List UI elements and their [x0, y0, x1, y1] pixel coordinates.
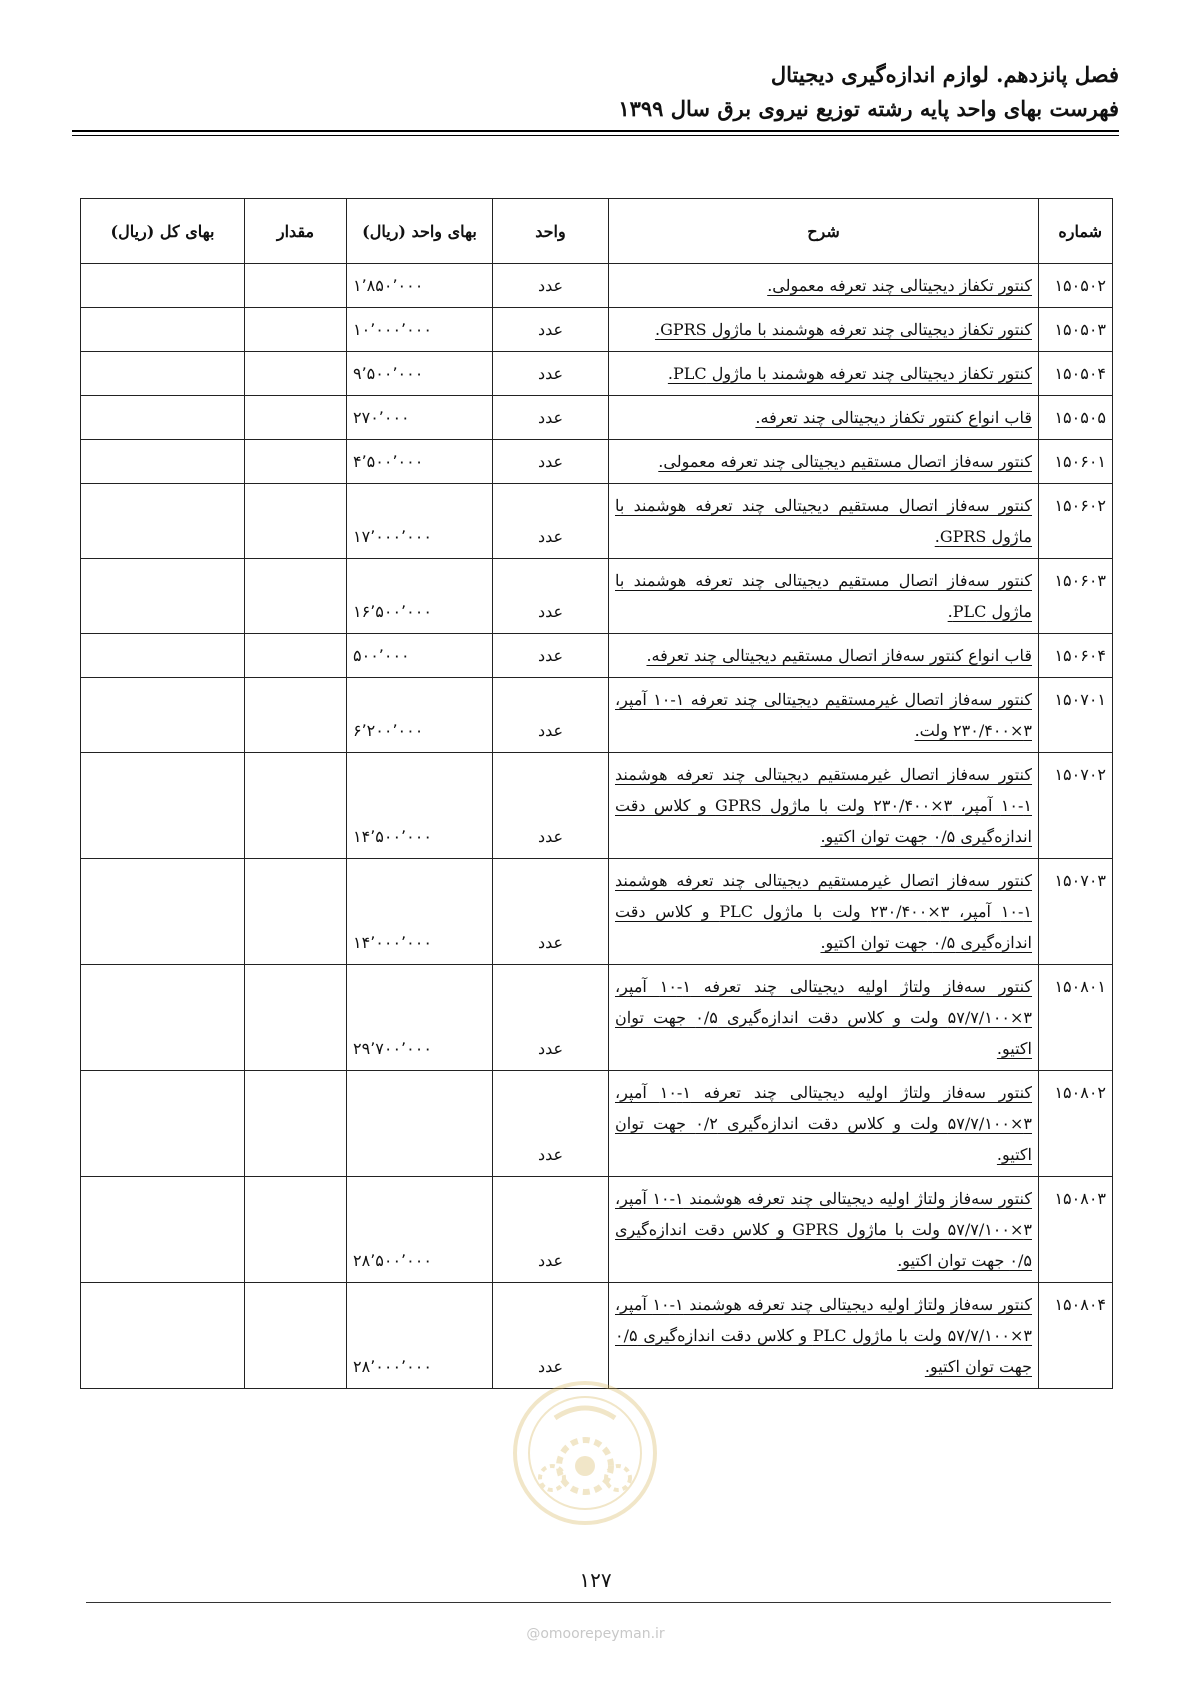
- item-unit: عدد: [493, 678, 609, 753]
- item-code: ۱۵۰۵۰۴: [1039, 352, 1113, 396]
- item-code: ۱۵۰۶۰۱: [1039, 440, 1113, 484]
- item-unit-price: ۱۰٬۰۰۰٬۰۰۰: [347, 308, 493, 352]
- item-description: کنتور تکفاز دیجیتالی چند تعرفه معمولی.: [609, 264, 1039, 308]
- item-total: [81, 308, 245, 352]
- page-number: ۱۲۷: [579, 1568, 612, 1592]
- item-code: ۱۵۰۸۰۳: [1039, 1177, 1113, 1283]
- table-row: [81, 440, 1113, 484]
- item-description: کنتور سه‌فاز ولتاژ اولیه دیجیتالی چند تعرفه ۱-۱۰ آمپر، ۳×۵۷/۷/۱۰۰ ولت و کلاس دقت اندازه‌گیری ۰/۵ جهت توان اکتیو.: [609, 965, 1039, 1071]
- item-description: کنتور سه‌فاز ولتاژ اولیه دیجیتالی چند تعرفه هوشمند ۱-۱۰ آمپر، ۳×۵۷/۷/۱۰۰ ولت با ماژول GPRS و کلاس دقت اندازه‌گیری ۰/۵ جهت توان اکتیو.: [609, 1177, 1039, 1283]
- table-row: [81, 678, 1113, 753]
- item-quantity: [245, 1283, 347, 1389]
- price-table: [80, 198, 1113, 1389]
- item-unit: عدد: [493, 559, 609, 634]
- item-unit-price: ۲۹٬۷۰۰٬۰۰۰: [347, 965, 493, 1071]
- table-row: [81, 1283, 1113, 1389]
- item-code: ۱۵۰۸۰۱: [1039, 965, 1113, 1071]
- item-unit-price: ۱۴٬۵۰۰٬۰۰۰: [347, 753, 493, 859]
- item-total: [81, 859, 245, 965]
- table-row: [81, 753, 1113, 859]
- item-quantity: [245, 1177, 347, 1283]
- item-description: کنتور سه‌فاز ولتاژ اولیه دیجیتالی چند تعرفه هوشمند ۱-۱۰ آمپر، ۳×۵۷/۷/۱۰۰ ولت با ماژول PLC و کلاس دقت اندازه‌گیری ۰/۵ جهت توان اکتیو.: [609, 1283, 1039, 1389]
- item-total: [81, 965, 245, 1071]
- item-unit: عدد: [493, 859, 609, 965]
- item-quantity: [245, 753, 347, 859]
- item-quantity: [245, 634, 347, 678]
- item-unit: عدد: [493, 965, 609, 1071]
- item-total: [81, 264, 245, 308]
- page-header: [618, 58, 1119, 126]
- item-code: ۱۵۰۸۰۲: [1039, 1071, 1113, 1177]
- item-description: کنتور سه‌فاز اتصال مستقیم دیجیتالی چند تعرفه معمولی.: [609, 440, 1039, 484]
- item-total: [81, 559, 245, 634]
- item-code: ۱۵۰۵۰۵: [1039, 396, 1113, 440]
- item-code: ۱۵۰۵۰۲: [1039, 264, 1113, 308]
- table-row: [81, 264, 1113, 308]
- item-total: [81, 352, 245, 396]
- item-quantity: [245, 308, 347, 352]
- item-unit-price: ۶٬۲۰۰٬۰۰۰: [347, 678, 493, 753]
- table-row: [81, 859, 1113, 965]
- item-unit-price: [347, 1071, 493, 1177]
- table-row: [81, 308, 1113, 352]
- col-header-description: شرح: [609, 199, 1039, 264]
- item-unit: عدد: [493, 264, 609, 308]
- item-description: قاب انواع کنتور تکفاز دیجیتالی چند تعرفه.: [609, 396, 1039, 440]
- watermark-text: @omoorepeyman.ir: [526, 1626, 665, 1642]
- item-total: [81, 440, 245, 484]
- item-unit-price: ۲۸٬۵۰۰٬۰۰۰: [347, 1177, 493, 1283]
- item-total: [81, 1177, 245, 1283]
- item-quantity: [245, 484, 347, 559]
- seal-stamp-icon: [510, 1378, 660, 1528]
- col-header-quantity: مقدار: [245, 199, 347, 264]
- item-total: [81, 484, 245, 559]
- item-description: کنتور سه‌فاز اتصال مستقیم دیجیتالی چند تعرفه هوشمند با ماژول PLC.: [609, 559, 1039, 634]
- item-total: [81, 753, 245, 859]
- item-quantity: [245, 1071, 347, 1177]
- item-unit-price: ۴٬۵۰۰٬۰۰۰: [347, 440, 493, 484]
- item-quantity: [245, 352, 347, 396]
- item-total: [81, 678, 245, 753]
- footer-rule: [86, 1602, 1111, 1603]
- item-unit: عدد: [493, 1283, 609, 1389]
- item-unit: عدد: [493, 753, 609, 859]
- item-unit-price: ۱۷٬۰۰۰٬۰۰۰: [347, 484, 493, 559]
- item-total: [81, 634, 245, 678]
- col-header-total-price: بهای کل (ریال): [81, 199, 245, 264]
- item-quantity: [245, 678, 347, 753]
- item-total: [81, 1283, 245, 1389]
- item-unit: عدد: [493, 634, 609, 678]
- item-quantity: [245, 859, 347, 965]
- item-description: کنتور سه‌فاز اتصال غیرمستقیم دیجیتالی چند تعرفه هوشمند ۱-۱۰ آمپر، ۳×۲۳۰/۴۰۰ ولت با ماژول PLC و کلاس دقت اندازه‌گیری ۰/۵ جهت توان اکتیو.: [609, 859, 1039, 965]
- chapter-title: فصل پانزدهم. لوازم اندازه‌گیری دیجیتال: [770, 62, 1119, 87]
- table-row: [81, 965, 1113, 1071]
- item-description: قاب انواع کنتور سه‌فاز اتصال مستقیم دیجیتالی چند تعرفه.: [609, 634, 1039, 678]
- item-description: کنتور تکفاز دیجیتالی چند تعرفه هوشمند با ماژول PLC.: [609, 352, 1039, 396]
- item-unit-price: ۱۴٬۰۰۰٬۰۰۰: [347, 859, 493, 965]
- item-code: ۱۵۰۷۰۲: [1039, 753, 1113, 859]
- item-unit: عدد: [493, 484, 609, 559]
- item-description: کنتور تکفاز دیجیتالی چند تعرفه هوشمند با ماژول GPRS.: [609, 308, 1039, 352]
- table-row: [81, 396, 1113, 440]
- item-unit-price: ۱۶٬۵۰۰٬۰۰۰: [347, 559, 493, 634]
- header-rule-thin: [72, 135, 1119, 136]
- item-code: ۱۵۰۶۰۲: [1039, 484, 1113, 559]
- col-header-code: شماره: [1039, 199, 1113, 264]
- item-quantity: [245, 396, 347, 440]
- item-quantity: [245, 264, 347, 308]
- item-unit: عدد: [493, 352, 609, 396]
- header-rule-thick: [72, 130, 1119, 132]
- item-code: ۱۵۰۶۰۴: [1039, 634, 1113, 678]
- item-description: کنتور سه‌فاز اتصال غیرمستقیم دیجیتالی چند تعرفه ۱-۱۰ آمپر، ۳×۲۳۰/۴۰۰ ولت.: [609, 678, 1039, 753]
- item-code: ۱۵۰۸۰۴: [1039, 1283, 1113, 1389]
- item-unit: عدد: [493, 396, 609, 440]
- item-quantity: [245, 440, 347, 484]
- item-total: [81, 396, 245, 440]
- table-header-row: [81, 199, 1113, 264]
- item-unit-price: ۲۷۰٬۰۰۰: [347, 396, 493, 440]
- item-quantity: [245, 559, 347, 634]
- table-row: [81, 634, 1113, 678]
- item-code: ۱۵۰۶۰۳: [1039, 559, 1113, 634]
- item-code: ۱۵۰۵۰۳: [1039, 308, 1113, 352]
- item-unit-price: ۲۸٬۰۰۰٬۰۰۰: [347, 1283, 493, 1389]
- document-title: فهرست بهای واحد پایه رشته توزیع نیروی برق سال ۱۳۹۹: [618, 96, 1119, 121]
- item-unit: عدد: [493, 440, 609, 484]
- table-row: [81, 1177, 1113, 1283]
- item-code: ۱۵۰۷۰۳: [1039, 859, 1113, 965]
- item-unit: عدد: [493, 1071, 609, 1177]
- item-unit-price: ۹٬۵۰۰٬۰۰۰: [347, 352, 493, 396]
- col-header-unit: واحد: [493, 199, 609, 264]
- item-description: کنتور سه‌فاز ولتاژ اولیه دیجیتالی چند تعرفه ۱-۱۰ آمپر، ۳×۵۷/۷/۱۰۰ ولت و کلاس دقت اندازه‌گیری ۰/۲ جهت توان اکتیو.: [609, 1071, 1039, 1177]
- item-description: کنتور سه‌فاز اتصال مستقیم دیجیتالی چند تعرفه هوشمند با ماژول GPRS.: [609, 484, 1039, 559]
- table-row: [81, 559, 1113, 634]
- item-code: ۱۵۰۷۰۱: [1039, 678, 1113, 753]
- table-row: [81, 484, 1113, 559]
- item-unit: عدد: [493, 308, 609, 352]
- item-unit-price: ۵۰۰٬۰۰۰: [347, 634, 493, 678]
- item-description: کنتور سه‌فاز اتصال غیرمستقیم دیجیتالی چند تعرفه هوشمند ۱-۱۰ آمپر، ۳×۲۳۰/۴۰۰ ولت با ماژول GPRS و کلاس دقت اندازه‌گیری ۰/۵ جهت توان اکتیو.: [609, 753, 1039, 859]
- item-unit-price: ۱٬۸۵۰٬۰۰۰: [347, 264, 493, 308]
- item-unit: عدد: [493, 1177, 609, 1283]
- table-row: [81, 1071, 1113, 1177]
- item-total: [81, 1071, 245, 1177]
- col-header-unit-price: بهای واحد (ریال): [347, 199, 493, 264]
- item-quantity: [245, 965, 347, 1071]
- table-row: [81, 352, 1113, 396]
